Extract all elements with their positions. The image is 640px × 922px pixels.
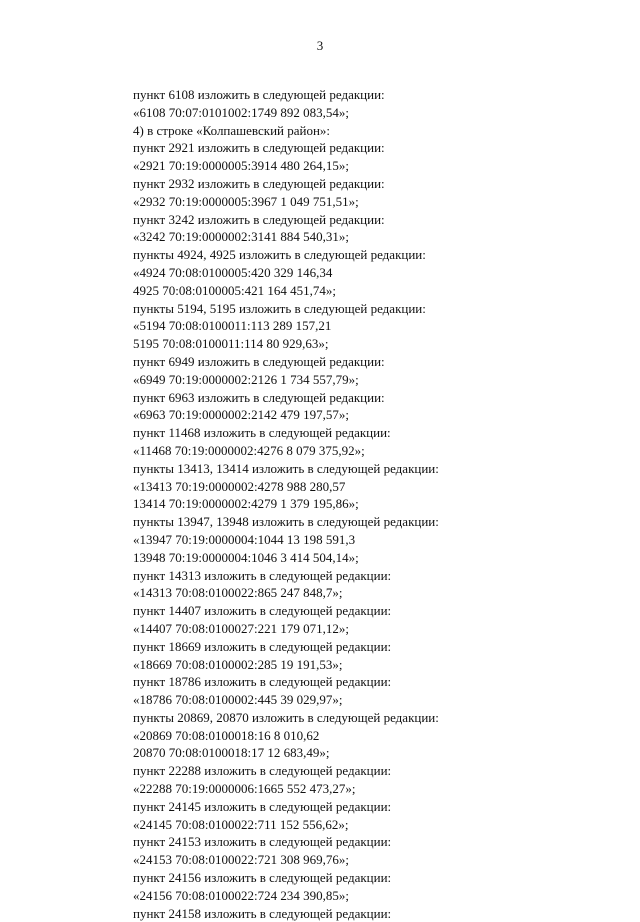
document-line: «13947 70:19:0000004:1044 13 198 591,3: [133, 531, 356, 547]
document-line: «24156 70:08:0100022:724 234 390,85»;: [133, 887, 349, 903]
document-line: «4924 70:08:0100005:420 329 146,34: [133, 264, 333, 280]
document-line: пункт 18669 изложить в следующей редакции:: [133, 638, 392, 654]
document-line: пункт 6949 изложить в следующей редакции:: [133, 353, 385, 369]
document-line: пункт 6963 изложить в следующей редакции:: [133, 389, 385, 405]
document-line: пункт 24153 изложить в следующей редакции:: [133, 834, 392, 850]
document-line: пункт 24156 изложить в следующей редакции:: [133, 870, 392, 886]
document-line: пункты 13413, 13414 изложить в следующей редакции:: [133, 460, 439, 476]
document-line: пункт 18786 изложить в следующей редакции:: [133, 674, 392, 690]
document-line: «2921 70:19:0000005:3914 480 264,15»;: [133, 158, 349, 174]
document-line: «2932 70:19:0000005:3967 1 049 751,51»;: [133, 193, 359, 209]
document-line: 13948 70:19:0000004:1046 3 414 504,14»;: [133, 549, 359, 565]
document-line: пункт 24158 изложить в следующей редакции:: [133, 905, 392, 921]
document-line: «6949 70:19:0000002:2126 1 734 557,79»;: [133, 371, 359, 387]
document-line: 20870 70:08:0100018:17 12 683,49»;: [133, 745, 330, 761]
document-line: «3242 70:19:0000002:3141 884 540,31»;: [133, 229, 349, 245]
document-body: [133, 86, 613, 922]
document-line: «6963 70:19:0000002:2142 479 197,57»;: [133, 407, 349, 423]
document-line: «22288 70:19:0000006:1665 552 473,27»;: [133, 781, 356, 797]
document-line: «18786 70:08:0100002:445 39 029,97»;: [133, 692, 343, 708]
document-line: 5195 70:08:0100011:114 80 929,63»;: [133, 336, 329, 352]
document-line: «5194 70:08:0100011:113 289 157,21: [133, 318, 332, 334]
document-line: пункты 20869, 20870 изложить в следующей редакции:: [133, 709, 439, 725]
document-line: «11468 70:19:0000002:4276 8 079 375,92»;: [133, 442, 365, 458]
document-line: пункт 14313 изложить в следующей редакции:: [133, 567, 392, 583]
document-line: пункт 24145 изложить в следующей редакции:: [133, 798, 392, 814]
document-line: «13413 70:19:0000002:4278 988 280,57: [133, 478, 346, 494]
document-line: «20869 70:08:0100018:16 8 010,62: [133, 727, 320, 743]
document-line: «24153 70:08:0100022:721 308 969,76»;: [133, 852, 349, 868]
document-line: пункт 6108 изложить в следующей редакции:: [133, 87, 385, 102]
document-line: 4) в строке «Колпашевский район»:: [133, 122, 331, 138]
document-line: пункт 22288 изложить в следующей редакции:: [133, 763, 392, 779]
document-line: пункт 14407 изложить в следующей редакции:: [133, 603, 392, 619]
document-line: «24145 70:08:0100022:711 152 556,62»;: [133, 816, 349, 832]
document-line: пункт 2932 изложить в следующей редакции:: [133, 175, 385, 191]
document-line: 13414 70:19:0000002:4279 1 379 195,86»;: [133, 496, 359, 512]
document-line: пункт 3242 изложить в следующей редакции:: [133, 211, 385, 227]
document-line: «14313 70:08:0100022:865 247 848,7»;: [133, 585, 343, 601]
page-number: 3: [316, 38, 324, 53]
document-line: «6108 70:07:0101002:1749 892 083,54»;: [133, 104, 349, 120]
document-line: пункты 4924, 4925 изложить в следующей редакции:: [133, 247, 426, 263]
document-line: пункт 11468 изложить в следующей редакции:: [133, 425, 391, 441]
document-line: 4925 70:08:0100005:421 164 451,74»;: [133, 282, 336, 298]
document-line: «18669 70:08:0100002:285 19 191,53»;: [133, 656, 343, 672]
document-line: пункты 13947, 13948 изложить в следующей редакции:: [133, 514, 439, 530]
document-line: «14407 70:08:0100027:221 179 071,12»;: [133, 620, 349, 636]
document-line: пункт 2921 изложить в следующей редакции:: [133, 140, 385, 156]
document-line: пункты 5194, 5195 изложить в следующей редакции:: [133, 300, 426, 316]
